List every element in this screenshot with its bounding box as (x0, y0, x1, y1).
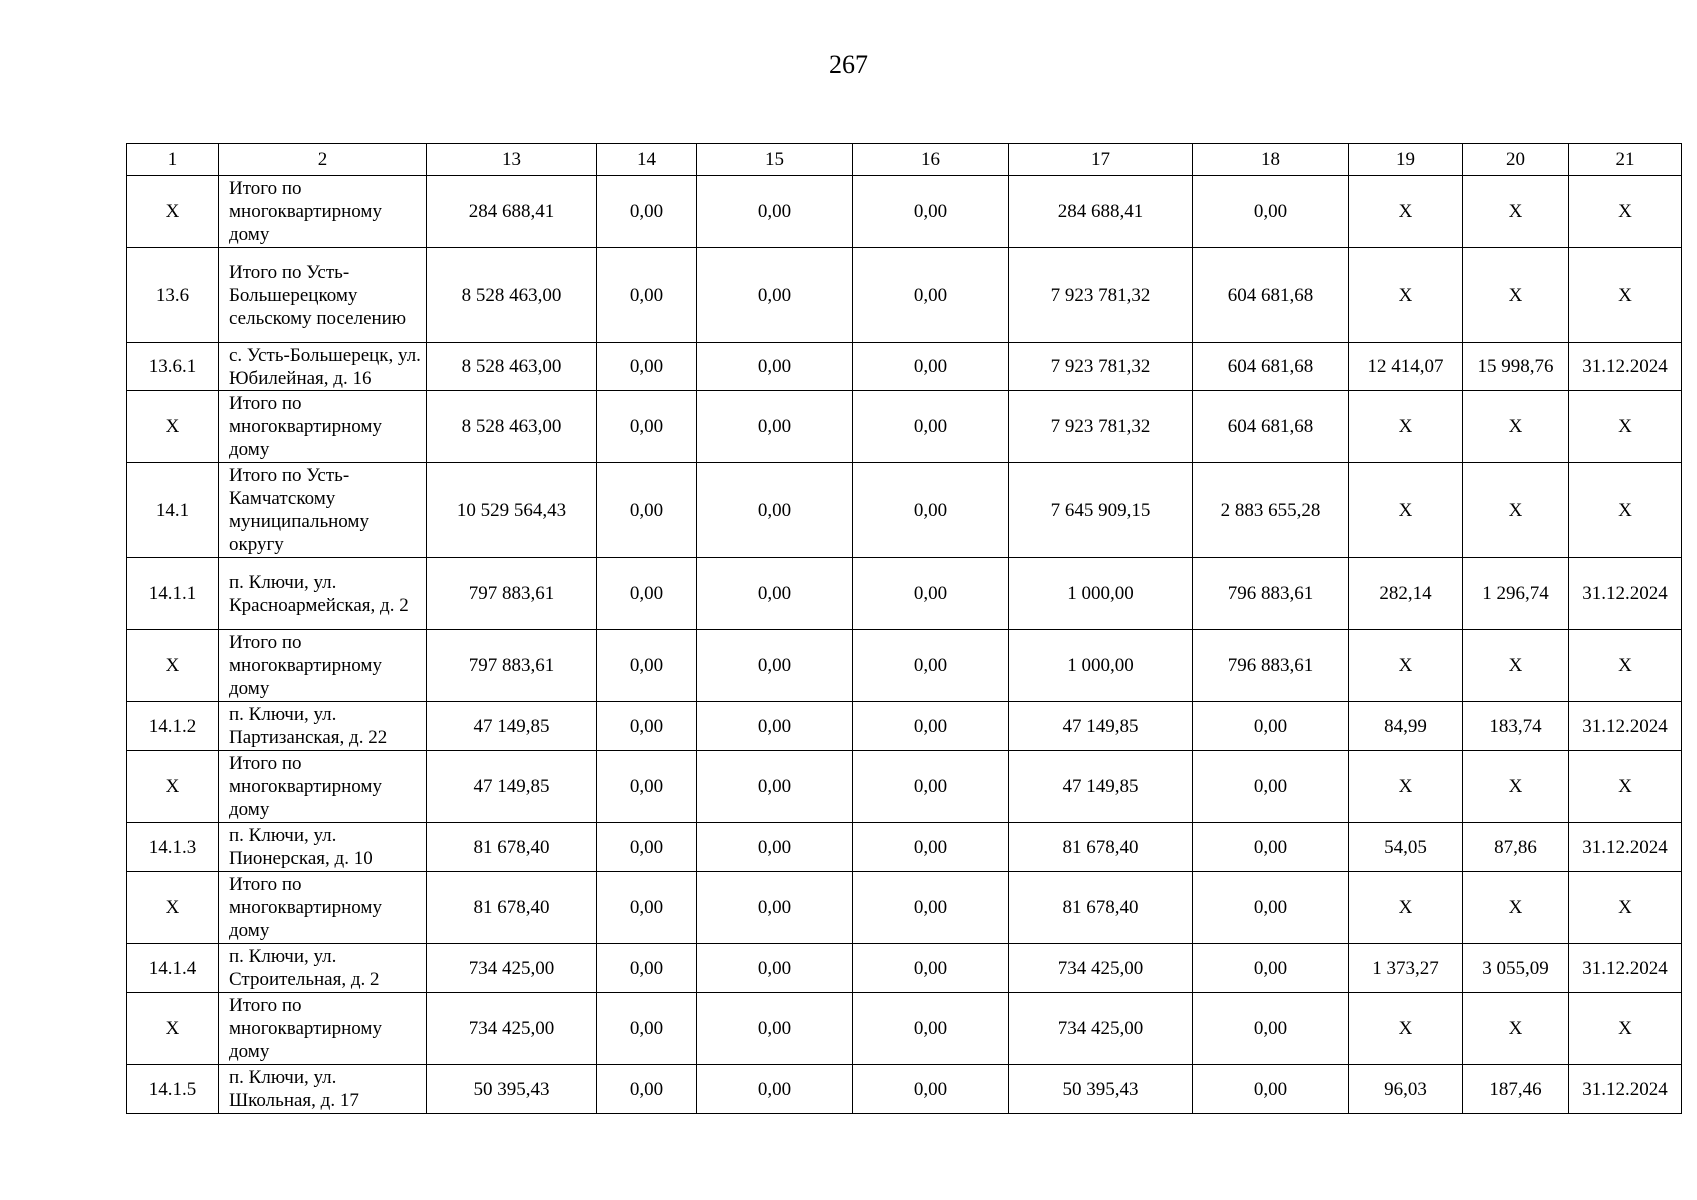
table-row (127, 558, 1682, 630)
table-cell: 796 883,61 (1193, 558, 1349, 630)
table-cell: 0,00 (697, 872, 853, 944)
column-header: 2 (219, 144, 427, 176)
table-cell: Х (1569, 391, 1682, 463)
table-cell: 50 395,43 (1009, 1065, 1193, 1114)
table-cell: 0,00 (853, 872, 1009, 944)
table-cell: Итого по многоквартирному дому (219, 751, 427, 823)
table-cell: 0,00 (853, 1065, 1009, 1114)
table-cell: 7 923 781,32 (1009, 343, 1193, 391)
table-cell: 0,00 (1193, 176, 1349, 248)
table-cell: Х (1569, 872, 1682, 944)
table-cell: п. Ключи, ул. Строительная, д. 2 (219, 944, 427, 993)
table-cell: Х (127, 872, 219, 944)
table-cell: 7 923 781,32 (1009, 248, 1193, 343)
table-cell: 13.6 (127, 248, 219, 343)
table-cell: 14.1 (127, 463, 219, 558)
table-cell: 14.1.2 (127, 702, 219, 751)
table-cell: 7 645 909,15 (1009, 463, 1193, 558)
table-cell: Х (127, 751, 219, 823)
column-header: 17 (1009, 144, 1193, 176)
table-cell: 0,00 (1193, 823, 1349, 872)
table-cell: Х (1463, 993, 1569, 1065)
table-cell: п. Ключи, ул. Красноармейская, д. 2 (219, 558, 427, 630)
table-cell: Х (1569, 463, 1682, 558)
table-cell: 0,00 (697, 463, 853, 558)
table-cell: 187,46 (1463, 1065, 1569, 1114)
table-cell: Х (1569, 248, 1682, 343)
table-cell: 31.12.2024 (1569, 702, 1682, 751)
table-row (127, 944, 1682, 993)
column-header: 19 (1349, 144, 1463, 176)
table-cell: 8 528 463,00 (427, 248, 597, 343)
column-header: 13 (427, 144, 597, 176)
table-cell: 0,00 (853, 751, 1009, 823)
table-cell: 0,00 (597, 176, 697, 248)
column-header: 18 (1193, 144, 1349, 176)
table-cell: 183,74 (1463, 702, 1569, 751)
data-table (126, 143, 1682, 1114)
table-cell: 0,00 (597, 872, 697, 944)
table-cell: 1 000,00 (1009, 558, 1193, 630)
table-cell: 0,00 (697, 248, 853, 343)
table-cell: 31.12.2024 (1569, 944, 1682, 993)
table-row (127, 702, 1682, 751)
table-cell: 734 425,00 (427, 944, 597, 993)
table-cell: Х (1463, 751, 1569, 823)
table-cell: Х (1349, 176, 1463, 248)
table-cell: 87,86 (1463, 823, 1569, 872)
table-cell: 12 414,07 (1349, 343, 1463, 391)
table-cell: 0,00 (1193, 872, 1349, 944)
table-cell: 796 883,61 (1193, 630, 1349, 702)
table-cell: п. Ключи, ул. Школьная, д. 17 (219, 1065, 427, 1114)
table-cell: 0,00 (697, 993, 853, 1065)
table-cell: 10 529 564,43 (427, 463, 597, 558)
table-row (127, 176, 1682, 248)
table-cell: 0,00 (597, 463, 697, 558)
table-cell: 54,05 (1349, 823, 1463, 872)
table-row (127, 248, 1682, 343)
table-cell: 0,00 (1193, 751, 1349, 823)
table-header-row (127, 144, 1682, 176)
table-cell: Х (1349, 872, 1463, 944)
table-cell: с. Усть-Большерецк, ул. Юбилейная, д. 16 (219, 343, 427, 391)
table-cell: 13.6.1 (127, 343, 219, 391)
table-cell: 47 149,85 (427, 751, 597, 823)
table-cell: 0,00 (697, 630, 853, 702)
table-cell: Х (1569, 630, 1682, 702)
table-cell: Х (1463, 630, 1569, 702)
table-cell: Х (127, 391, 219, 463)
table-cell: 0,00 (697, 702, 853, 751)
table-cell: 0,00 (697, 751, 853, 823)
table-cell: 0,00 (853, 993, 1009, 1065)
table-cell: 0,00 (1193, 993, 1349, 1065)
table-cell: Х (1569, 993, 1682, 1065)
table-cell: 8 528 463,00 (427, 343, 597, 391)
table-cell: 282,14 (1349, 558, 1463, 630)
table-cell: 0,00 (853, 463, 1009, 558)
table-cell: 0,00 (697, 558, 853, 630)
table-row (127, 463, 1682, 558)
table-cell: 0,00 (853, 630, 1009, 702)
table-cell: 0,00 (697, 391, 853, 463)
table-cell: 14.1.1 (127, 558, 219, 630)
table-cell: 31.12.2024 (1569, 823, 1682, 872)
table-row (127, 1065, 1682, 1114)
table-cell: Х (1463, 872, 1569, 944)
table-cell: 0,00 (853, 343, 1009, 391)
table-cell: 797 883,61 (427, 630, 597, 702)
table-row (127, 823, 1682, 872)
table-cell: 0,00 (697, 944, 853, 993)
table-cell: Х (1463, 248, 1569, 343)
table-cell: Х (1349, 630, 1463, 702)
table-row (127, 751, 1682, 823)
table-cell: 14.1.4 (127, 944, 219, 993)
column-header: 21 (1569, 144, 1682, 176)
table-cell: Итого по многоквартирному дому (219, 872, 427, 944)
table-cell: 0,00 (597, 702, 697, 751)
table-cell: 0,00 (853, 248, 1009, 343)
table-cell: 0,00 (597, 391, 697, 463)
table-cell: 0,00 (853, 558, 1009, 630)
table-cell: 0,00 (853, 176, 1009, 248)
table-cell: Х (1463, 176, 1569, 248)
table-cell: 604 681,68 (1193, 343, 1349, 391)
table-cell: 31.12.2024 (1569, 343, 1682, 391)
table-cell: 0,00 (597, 1065, 697, 1114)
table-row (127, 391, 1682, 463)
table-cell: 0,00 (697, 1065, 853, 1114)
table-cell: 31.12.2024 (1569, 558, 1682, 630)
table-cell: 50 395,43 (427, 1065, 597, 1114)
column-header: 14 (597, 144, 697, 176)
table-cell: 81 678,40 (1009, 823, 1193, 872)
table-cell: Х (1463, 463, 1569, 558)
table-cell: Итого по Усть-Большерецкому сельскому поселению (219, 248, 427, 343)
table-cell: п. Ключи, ул. Пионерская, д. 10 (219, 823, 427, 872)
column-header: 16 (853, 144, 1009, 176)
table-row (127, 872, 1682, 944)
table-cell: 0,00 (597, 630, 697, 702)
table-cell: Итого по многоквартирному дому (219, 176, 427, 248)
table-cell: 0,00 (697, 343, 853, 391)
table-cell: Х (127, 993, 219, 1065)
table-cell: 0,00 (697, 823, 853, 872)
table-cell: Итого по многоквартирному дому (219, 391, 427, 463)
table-cell: 284 688,41 (1009, 176, 1193, 248)
table-cell: 604 681,68 (1193, 391, 1349, 463)
table-cell: 0,00 (597, 248, 697, 343)
table-cell: Х (127, 630, 219, 702)
table-cell: 14.1.3 (127, 823, 219, 872)
page-number: 267 (829, 50, 868, 79)
table-cell: Х (127, 176, 219, 248)
table-cell: 47 149,85 (1009, 751, 1193, 823)
table-cell: 0,00 (597, 558, 697, 630)
table-cell: Итого по многоквартирному дому (219, 630, 427, 702)
table-cell: Х (1349, 751, 1463, 823)
table-cell: 8 528 463,00 (427, 391, 597, 463)
table-cell: 1 296,74 (1463, 558, 1569, 630)
table-row (127, 343, 1682, 391)
table-cell: 0,00 (853, 944, 1009, 993)
table-cell: Х (1569, 751, 1682, 823)
table-cell: Х (1349, 248, 1463, 343)
table-cell: 1 000,00 (1009, 630, 1193, 702)
table-cell: 734 425,00 (1009, 944, 1193, 993)
table-cell: п. Ключи, ул. Партизанская, д. 22 (219, 702, 427, 751)
table-cell: 31.12.2024 (1569, 1065, 1682, 1114)
table-cell: 0,00 (597, 823, 697, 872)
table-cell: 0,00 (1193, 1065, 1349, 1114)
table-cell: 1 373,27 (1349, 944, 1463, 993)
table-cell: 0,00 (853, 391, 1009, 463)
table-cell: 604 681,68 (1193, 248, 1349, 343)
table-cell: 734 425,00 (427, 993, 597, 1065)
table-cell: Х (1349, 463, 1463, 558)
table-cell: 15 998,76 (1463, 343, 1569, 391)
table-row (127, 993, 1682, 1065)
column-header: 20 (1463, 144, 1569, 176)
column-header: 1 (127, 144, 219, 176)
table-cell: 84,99 (1349, 702, 1463, 751)
table-cell: 96,03 (1349, 1065, 1463, 1114)
table-cell: 2 883 655,28 (1193, 463, 1349, 558)
table-cell: 7 923 781,32 (1009, 391, 1193, 463)
table-cell: 3 055,09 (1463, 944, 1569, 993)
table-cell: 0,00 (1193, 944, 1349, 993)
table-cell: Итого по многоквартирному дому (219, 993, 427, 1065)
table-cell: 47 149,85 (427, 702, 597, 751)
table-cell: 0,00 (853, 823, 1009, 872)
table-cell: Х (1349, 391, 1463, 463)
table-cell: Х (1349, 993, 1463, 1065)
table-cell: 81 678,40 (1009, 872, 1193, 944)
table-cell: 0,00 (1193, 702, 1349, 751)
table-cell: 734 425,00 (1009, 993, 1193, 1065)
table-cell: 0,00 (597, 993, 697, 1065)
table-cell: 81 678,40 (427, 872, 597, 944)
table-cell: 0,00 (597, 751, 697, 823)
table-cell: 0,00 (597, 343, 697, 391)
table-cell: 81 678,40 (427, 823, 597, 872)
table-cell: 14.1.5 (127, 1065, 219, 1114)
column-header: 15 (697, 144, 853, 176)
table-cell: 284 688,41 (427, 176, 597, 248)
table-cell: Х (1569, 176, 1682, 248)
table-cell: 47 149,85 (1009, 702, 1193, 751)
table-cell: 0,00 (697, 176, 853, 248)
table-cell: 0,00 (597, 944, 697, 993)
table-cell: Итого по Усть-Камчатскому муниципальному округу (219, 463, 427, 558)
table-cell: 797 883,61 (427, 558, 597, 630)
table-cell: 0,00 (853, 702, 1009, 751)
table-cell: Х (1463, 391, 1569, 463)
table-row (127, 630, 1682, 702)
